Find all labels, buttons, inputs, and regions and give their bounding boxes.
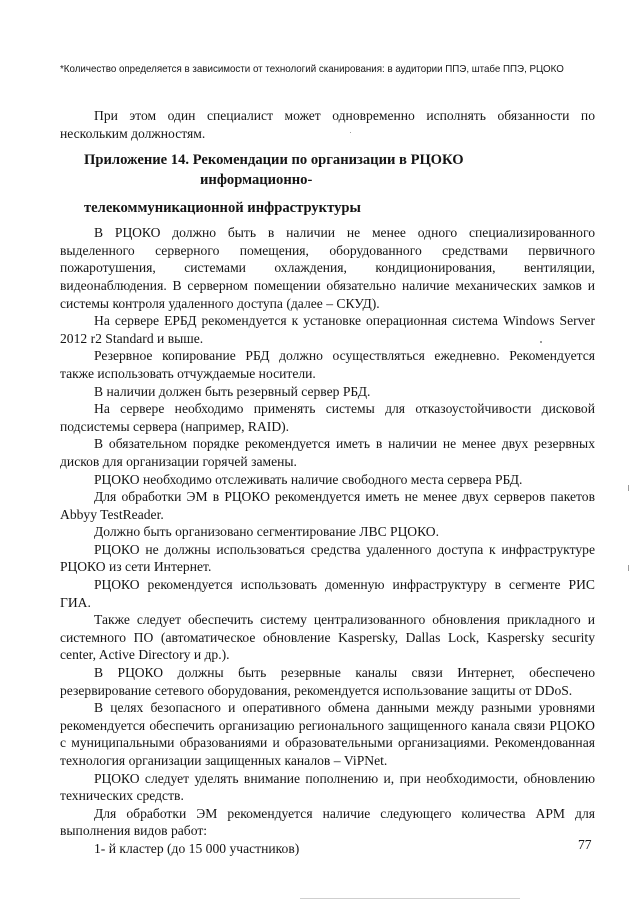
- paragraph: Также следует обеспечить систему централизованного обновления прикладного и системного ПО (автоматическое обновление Kaspersky, Dallas Lock, Kaspersky security center, Active Directory и др.).: [60, 612, 595, 663]
- appendix-heading: [60, 150, 595, 218]
- scan-speck: [628, 485, 629, 491]
- heading-line-1: Приложение 14. Рекомендации по организации в РЦОКО: [84, 152, 464, 169]
- footnote: *Количество определяется в зависимости от технологий сканирования: в аудитории ППЭ, штабе ППЭ, РЦОКО: [60, 64, 564, 75]
- paragraph: 1- й кластер (до 15 000 участников): [94, 840, 300, 856]
- paragraph: На сервере ЕРБД рекомендуется к установке операционная система Windows Server 2012 r2 Standard и выше.: [60, 313, 595, 346]
- paragraph: РЦОКО необходимо отслеживать наличие свободного места сервера РБД.: [94, 471, 523, 487]
- paragraph: В РЦОКО должны быть резервные каналы связи Интернет, обеспечено резервирование сетевого оборудования, рекомендуется использование защиты от DDoS.: [60, 665, 595, 698]
- paragraph: Для обработки ЭМ в РЦОКО рекомендуется иметь не менее двух серверов пакетов Abbyy TestReader.: [60, 489, 595, 522]
- scan-speck: [628, 565, 629, 571]
- paragraph: В РЦОКО должно быть в наличии не менее одного специализированного выделенного серверного помещения, оборудованного средствами первичного пожаротушения, системами охлаждения, кондиционирования, вентиляции, видеонаблюдения. В серверном помещении обязательно наличие механических замков и системы контроля удаленного доступа (далее – СКУД).: [60, 225, 595, 311]
- paragraph: В целях безопасного и оперативного обмена данными между разными уровнями рекомендуется обеспечить организацию регионального защищенного канала связи РЦОКО с муниципальными образованиями и образовательными организациями. Рекомендованная технология организации защищенных каналов – ViPNet.: [60, 700, 595, 768]
- scan-speck: [540, 341, 542, 343]
- intro-paragraph: При этом один специалист может одновременно исполнять обязанности по нескольким должностям.: [60, 108, 595, 141]
- paragraph: На сервере необходимо применять системы для отказоустойчивости дисковой подсистемы сервера (например, RAID).: [60, 401, 595, 434]
- page-number: 77: [578, 837, 592, 852]
- heading-line-2: информационно-: [200, 172, 313, 189]
- paragraph: В обязательном порядке рекомендуется иметь в наличии не менее двух резервных дисков для организации горячей замены.: [60, 436, 595, 469]
- paragraph: В наличии должен быть резервный сервер РБД.: [94, 383, 371, 399]
- document-body: [60, 107, 595, 858]
- paragraph: РЦОКО следует уделять внимание пополнению и, при необходимости, обновлению технических средств.: [60, 770, 595, 804]
- scan-speck: [350, 132, 351, 133]
- paragraph: Резервное копирование РБД должно осуществляться ежедневно. Рекомендуется также использовать отчуждаемые носители.: [60, 348, 595, 381]
- heading-line-3: телекоммуникационной инфраструктуры: [84, 200, 361, 217]
- paragraph: Для обработки ЭМ рекомендуется наличие следующего количества АРМ для выполнения видов работ:: [60, 805, 595, 839]
- paragraph: РЦОКО рекомендуется использовать доменную инфраструктуру в сегменте РИС ГИА.: [60, 577, 595, 610]
- scan-edge-line: [300, 898, 520, 899]
- paragraph: Должно быть организовано сегментирование ЛВС РЦОКО.: [94, 524, 440, 540]
- paragraph: РЦОКО не должны использоваться средства удаленного доступа к инфраструктуре РЦОКО из сети Интернет.: [60, 541, 595, 575]
